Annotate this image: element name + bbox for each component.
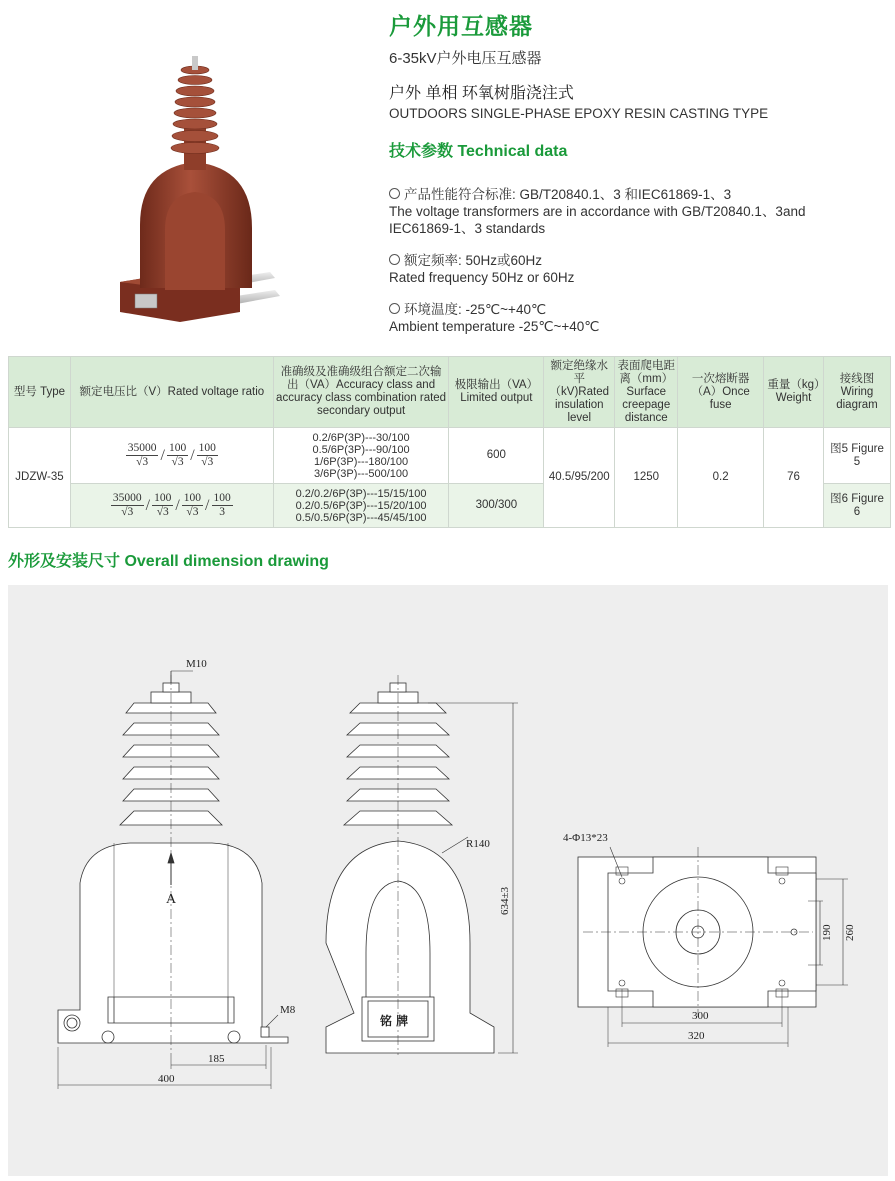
spec-frequency: 额定频率: 50Hz或60Hz Rated frequency 50Hz or 60Hz [389, 253, 575, 285]
limited-output-cell: 600 [449, 428, 544, 484]
page-subtitle: 6-35kV户外电压互感器 [389, 50, 542, 67]
product-type-en: OUTDOORS SINGLE-PHASE EPOXY RESIN CASTING TYPE [389, 106, 769, 121]
header-wiring: 接线图 Wiring diagram [824, 357, 891, 428]
label-m8: M8 [280, 1004, 296, 1016]
wiring-cell: 图6 Figure 6 [824, 484, 891, 528]
label-320: 320 [688, 1030, 705, 1042]
label-holes: 4-Φ13*23 [563, 832, 608, 844]
header-type: 型号 Type [9, 357, 71, 428]
spec-standard: 产品性能符合标准: GB/T20840.1、3 和IEC61869-1、3 The voltage transformers are in accordance with GB/T20840.1、3and IEC61869-1、3 standards [389, 187, 806, 236]
header-limited-output: 极限输出（VA）Limited output [449, 357, 544, 428]
bullet-circle-icon [389, 303, 400, 314]
creepage-cell: 1250 [615, 428, 678, 528]
label-a: A [166, 892, 177, 907]
spec-temperature: 环境温度: -25℃~+40℃ Ambient temperature -25℃~+40℃ [389, 302, 600, 334]
dimension-drawing [8, 585, 888, 1176]
technical-data-heading: 技术参数 Technical data [389, 143, 568, 160]
header-creepage: 表面爬电距离（mm）Surface creepage distance [615, 357, 678, 428]
top-view [578, 847, 848, 1047]
table-header-row [9, 357, 891, 428]
product-photo [110, 50, 280, 340]
header-accuracy: 准确级及准确级组合额定二次输出（VA）Accuracy class and accuracy class combination rated secondary output [273, 357, 449, 428]
wiring-cell: 图5 Figure 5 [824, 428, 891, 484]
dimension-drawing-heading: 外形及安装尺寸 Overall dimension drawing [8, 553, 329, 570]
front-view [58, 671, 288, 1089]
table-row [9, 428, 891, 484]
label-634: 634±3 [499, 886, 511, 915]
model-cell: JDZW-35 [9, 428, 71, 528]
weight-cell: 76 [764, 428, 824, 528]
ratio-cell: $\frac{35000}{√3}$ / $\frac{100}{√3}$ / $\frac{100}{√3}$ / $\frac{100}{3}$ [70, 484, 273, 528]
page-title: 户外用互感器 [389, 13, 533, 39]
header-ratio: 额定电压比（V）Rated voltage ratio [70, 357, 273, 428]
label-r140: R140 [466, 838, 490, 850]
ratio-cell: $\frac{35000}{√3}$ / $\frac{100}{√3}$ / $\frac{100}{√3}$ [70, 428, 273, 484]
accuracy-cell: 0.2/6P(3P)---30/100 0.5/6P(3P)---90/100 1/6P(3P)---180/100 3/6P(3P)---500/100 [273, 428, 449, 484]
bullet-circle-icon [389, 254, 400, 265]
label-m10: M10 [186, 658, 207, 670]
label-nameplate: 铭 牌 [380, 1014, 409, 1028]
side-view [326, 675, 518, 1055]
label-400: 400 [158, 1073, 175, 1085]
dimension-drawing-panel [8, 585, 888, 1176]
label-260: 260 [844, 924, 856, 941]
header-fuse: 一次熔断器（A）Once fuse [678, 357, 764, 428]
header-insulation: 额定绝缘水平（kV)Rated insulation level [544, 357, 615, 428]
header-weight: 重量（kg）Weight [764, 357, 824, 428]
insulation-cell: 40.5/95/200 [544, 428, 615, 528]
accuracy-cell: 0.2/0.2/6P(3P)---15/15/100 0.2/0.5/6P(3P)---15/20/100 0.5/0.5/6P(3P)---45/45/100 [273, 484, 449, 528]
limited-output-cell: 300/300 [449, 484, 544, 528]
label-185: 185 [208, 1053, 225, 1065]
label-300: 300 [692, 1010, 709, 1022]
fuse-cell: 0.2 [678, 428, 764, 528]
label-190: 190 [821, 924, 833, 941]
spec-table [8, 356, 891, 528]
bullet-circle-icon [389, 188, 400, 199]
product-type-cn: 户外 单相 环氧树脂浇注式 [389, 85, 574, 102]
